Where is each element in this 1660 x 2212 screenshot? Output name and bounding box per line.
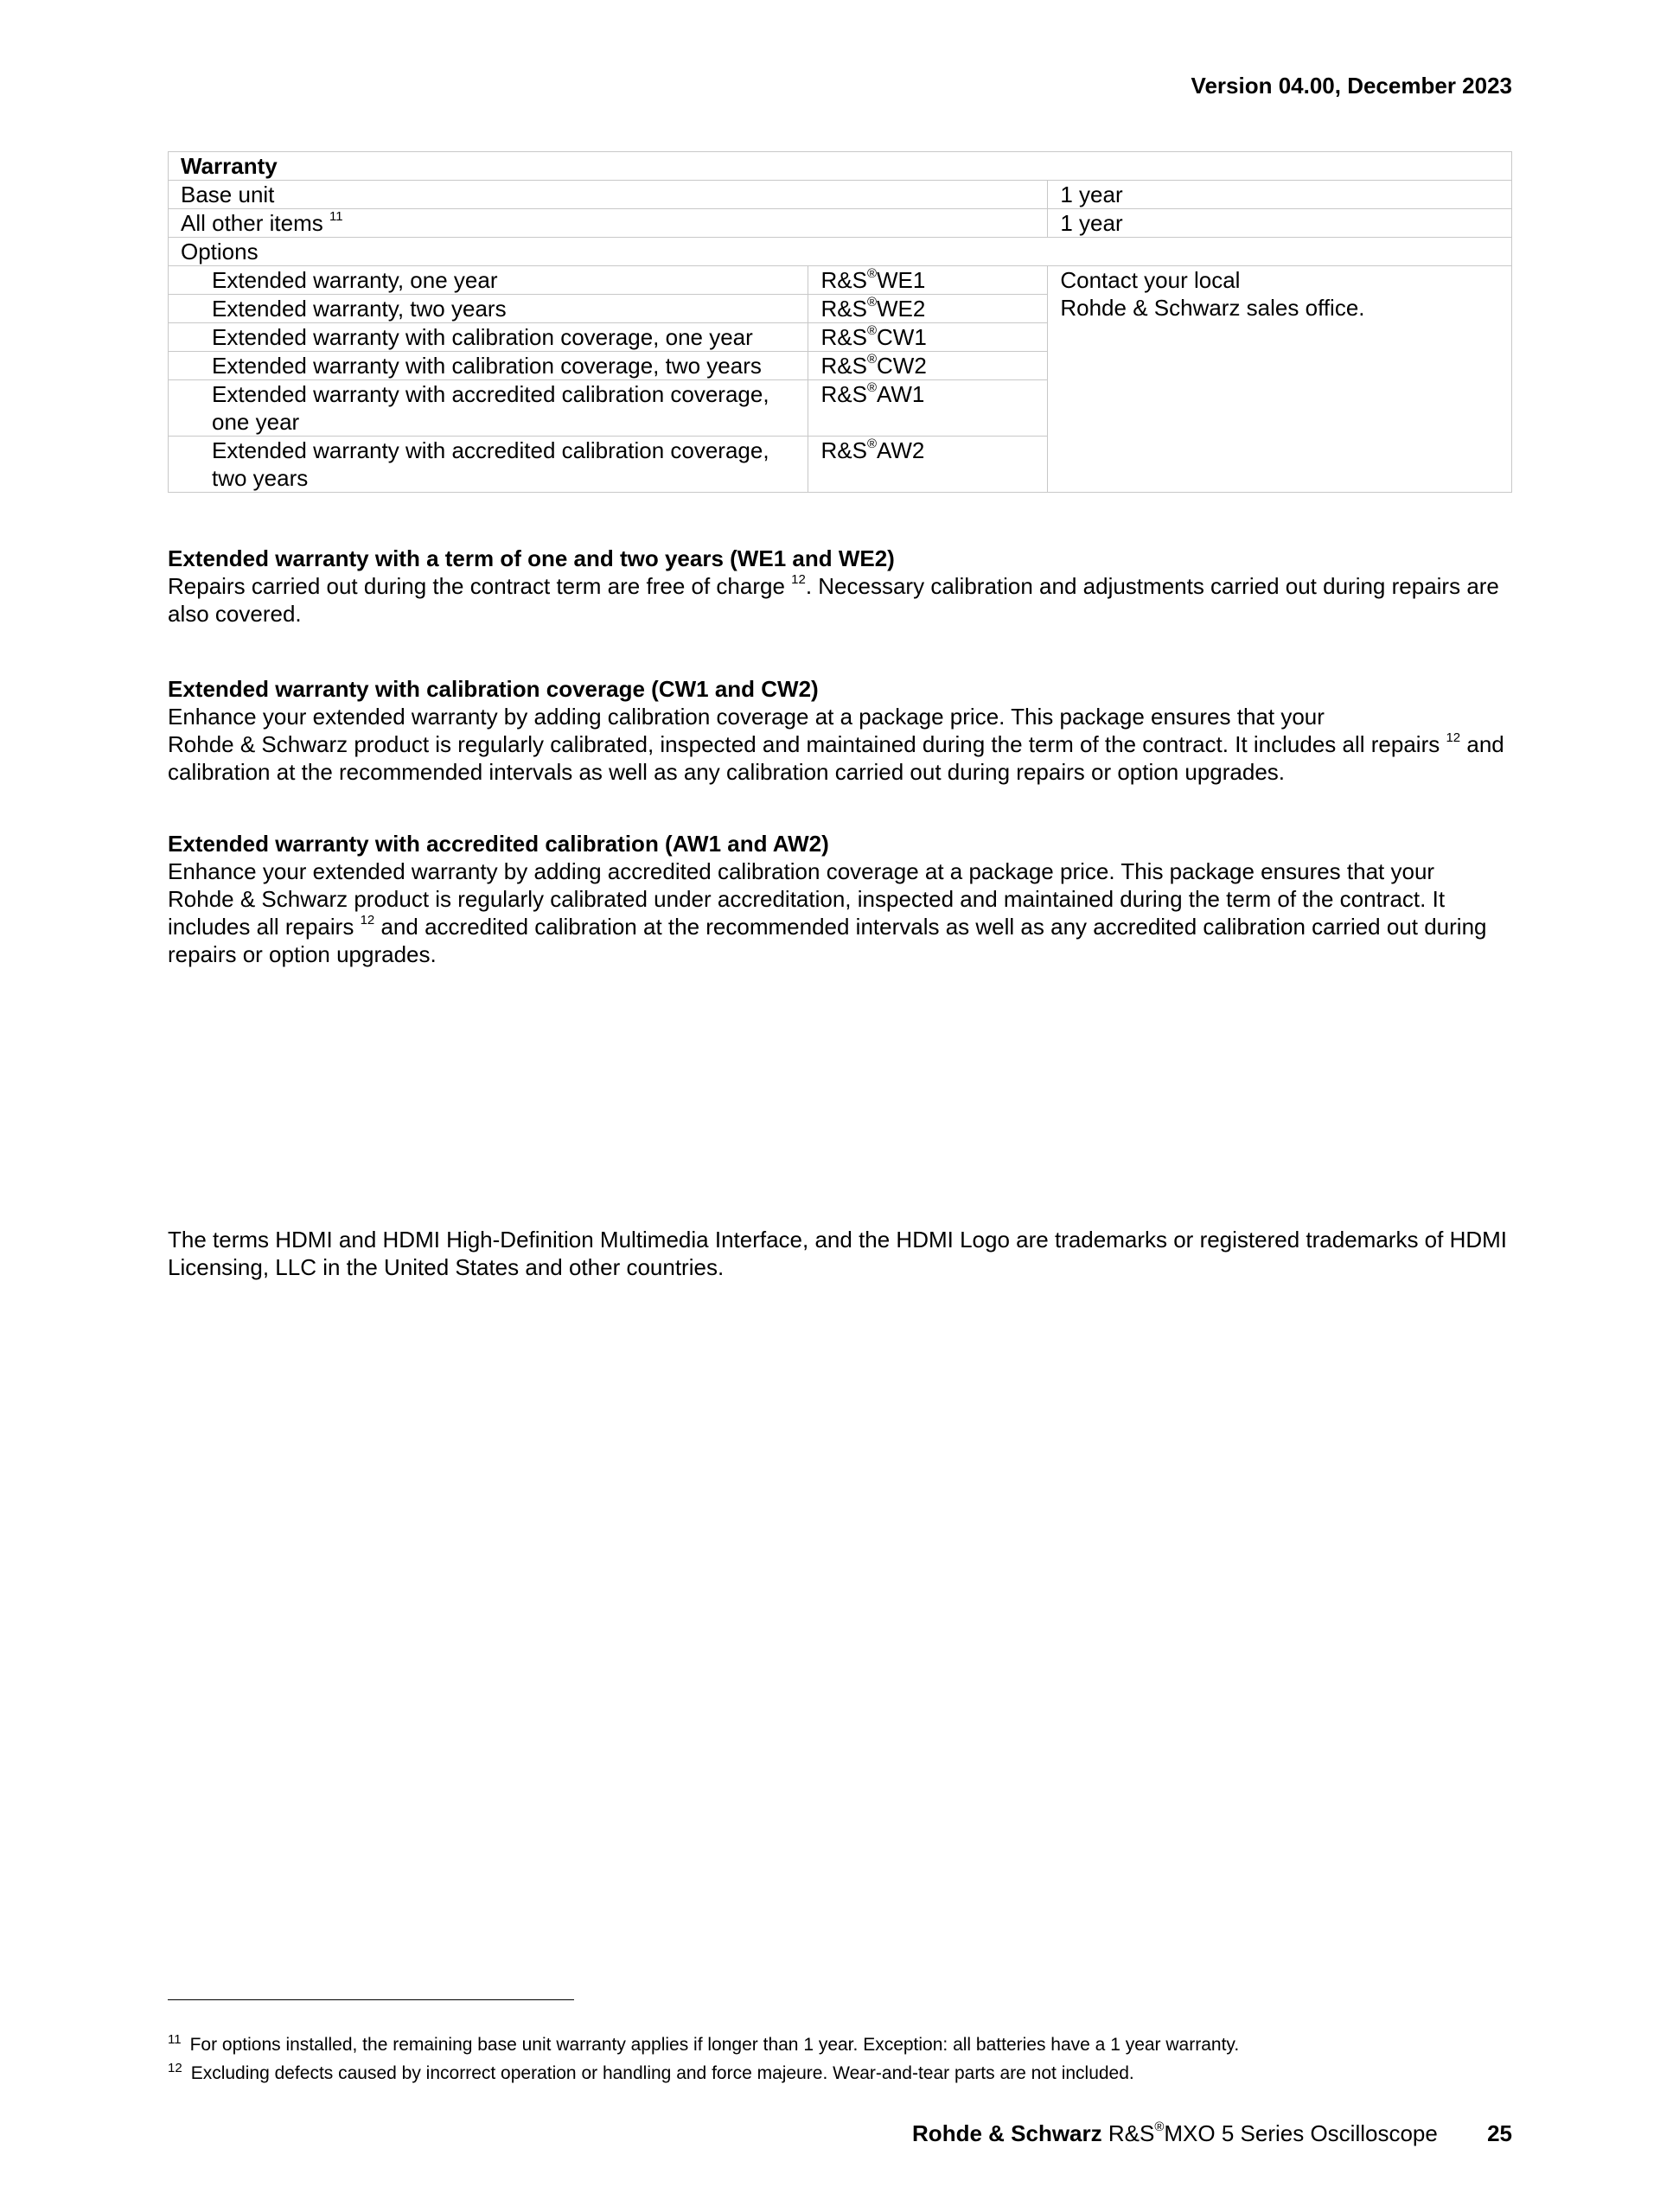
contact-line-2: Rohde & Schwarz sales office. <box>1060 295 1365 321</box>
option-desc: Extended warranty, two years <box>169 295 808 323</box>
other-items-label: All other items <box>181 210 323 236</box>
option-code: R&S®WE1 <box>808 266 1048 295</box>
option-desc: Extended warranty, one year <box>169 266 808 295</box>
footnote-ref: 12 <box>791 572 806 588</box>
warranty-table <box>168 151 1512 493</box>
footnote-ref: 11 <box>329 209 343 225</box>
footnote-ref: 12 <box>1446 730 1461 746</box>
footnote-text: For options installed, the remaining base unit warranty applies if longer than 1 year. Exception: all batteries have a 1 year warranty. <box>189 2035 1240 2055</box>
footnote-divider <box>168 1999 574 2000</box>
footer-product: R&S®MXO 5 Series Oscilloscope <box>1108 2120 1438 2146</box>
section-we <box>168 545 1516 628</box>
option-code: R&S®AW2 <box>808 437 1048 493</box>
option-code: R&S®CW2 <box>808 352 1048 380</box>
other-items-value: 1 year <box>1048 209 1512 238</box>
option-code: R&S®AW1 <box>808 380 1048 437</box>
section-title: Extended warranty with accredited calibration (AW1 and AW2) <box>168 831 829 857</box>
footnote-text: Excluding defects caused by incorrect operation or handling and force majeure. Wear-and-tear parts are not included. <box>190 2063 1134 2083</box>
footnote-11 <box>168 2034 1239 2058</box>
page-number: 25 <box>1487 2120 1512 2146</box>
option-desc: Extended warranty with accredited calibration coverage, two years <box>169 437 808 493</box>
table-row <box>169 181 1512 209</box>
page-footer <box>912 2120 1512 2147</box>
option-desc: Extended warranty with calibration coverage, two years <box>169 352 808 380</box>
option-code: R&S®WE2 <box>808 295 1048 323</box>
version-date: Version 04.00, December 2023 <box>1191 73 1512 99</box>
table-row <box>169 238 1512 266</box>
footnote-ref: 12 <box>360 913 375 928</box>
footnote-number: 11 <box>168 2032 182 2047</box>
section-body: Enhance your extended warranty by adding accredited calibration coverage at a package price. This package ensures that your Rohde & Schwarz product is regularly calibrated under accreditation, inspected and maintained during the term of the contract. It includes all repairs $^{12}$ and accredited calibration at the recommended intervals as well as any accredited calibration carried out during repairs or option upgrades. <box>168 858 1487 967</box>
option-desc: Extended warranty with accredited calibration coverage, one year <box>169 380 808 437</box>
table-row <box>169 209 1512 238</box>
option-desc: Extended warranty with calibration coverage, one year <box>169 323 808 352</box>
section-aw <box>168 830 1516 968</box>
contact-line-1: Contact your local <box>1060 267 1241 293</box>
base-unit-label: Base unit <box>169 181 1048 209</box>
table-row <box>169 266 1512 295</box>
trademark-notice: The terms HDMI and HDMI High-Definition Multimedia Interface, and the HDMI Logo are trademarks or registered trademarks of HDMI Licensing, LLC in the United States and other countries. <box>168 1227 1508 1280</box>
base-unit-value: 1 year <box>1048 181 1512 209</box>
contact-cell <box>1048 266 1512 493</box>
section-title: Extended warranty with a term of one and two years (WE1 and WE2) <box>168 545 895 571</box>
footnote-number: 12 <box>168 2061 182 2075</box>
options-label: Options <box>169 238 1512 266</box>
option-code: R&S®CW1 <box>808 323 1048 352</box>
section-body: Enhance your extended warranty by adding calibration coverage at a package price. This package ensures that your Rohde & Schwarz product is regularly calibrated, inspected and maintained during the term of the contract. It includes all repairs $^{12}$ and calibration at the recommended intervals as well as any calibration carried out during repairs or option upgrades. <box>168 704 1504 785</box>
footnote-12 <box>168 2062 1134 2087</box>
other-items-cell <box>169 209 1048 238</box>
section-title: Extended warranty with calibration coverage (CW1 and CW2) <box>168 676 819 702</box>
section-body: Repairs carried out during the contract term are free of charge $^{12}$. Necessary calibration and adjustments carried out during repairs are also covered. <box>168 572 1499 627</box>
table-title: Warranty <box>169 152 1512 181</box>
table-row <box>169 152 1512 181</box>
section-cw <box>168 675 1516 786</box>
footer-brand: Rohde & Schwarz <box>912 2120 1102 2146</box>
